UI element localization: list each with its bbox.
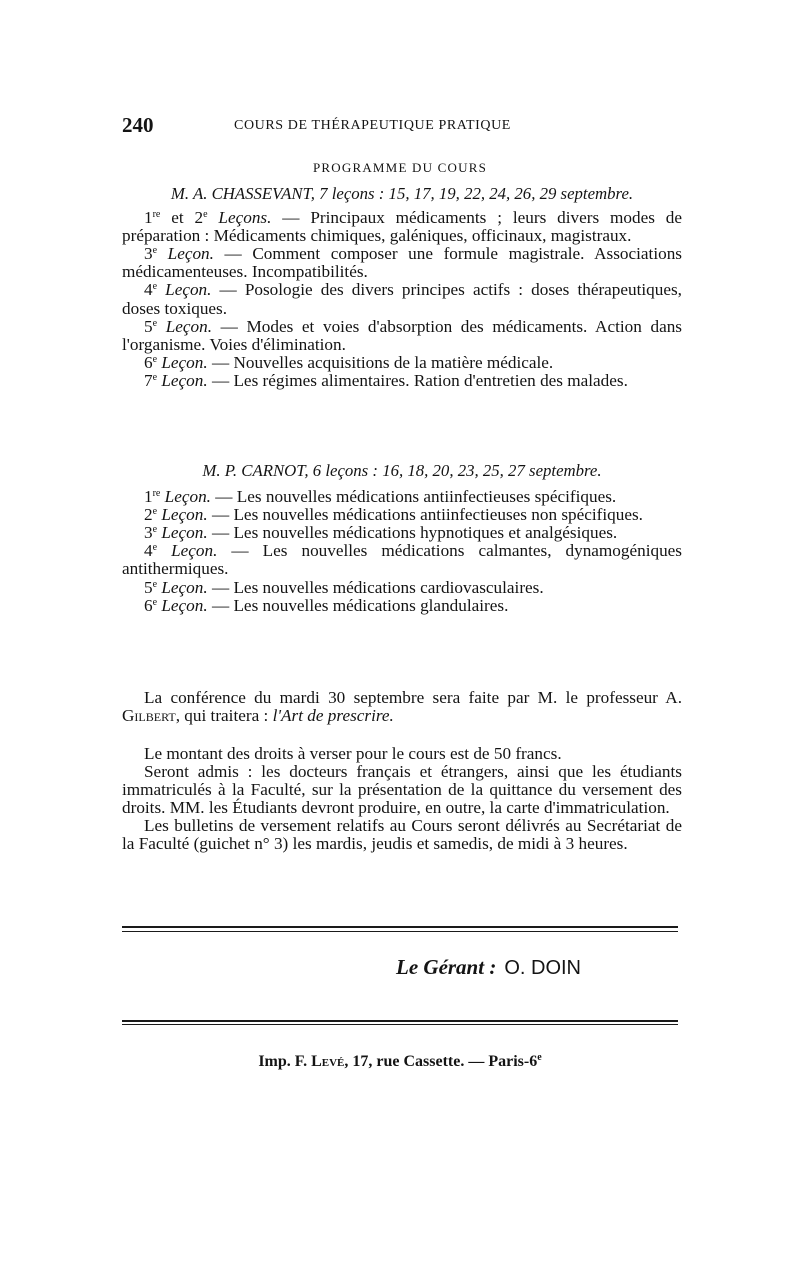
running-header (122, 113, 682, 143)
lesson-item: 3e Leçon. — Les nouvelles médications hypnotiques et analgésiques. (144, 523, 618, 543)
bulletins-paragraph: Les bulletins de versement relatifs au Cours seront délivrés au Secrétariat de la Faculté (guichet n° 3) les mardis, jeudis et samedis, de midi à 3 heures. (122, 816, 682, 854)
printer-imprint: Imp. F. Levé, 17, rue Cassette. — Paris-6e (258, 1052, 542, 1070)
conference-note (122, 689, 682, 725)
gerant-signature (396, 955, 581, 980)
instructor-name: M. P. CARNOT, (202, 461, 309, 480)
lesson-item: 1re et 2e Leçons. — Principaux médicaments ; leurs divers modes de préparation : Médicaments chimiques, galéniques, officinaux, magistraux. (122, 208, 682, 246)
lesson-item: 4e Leçon. — Les nouvelles médications calmantes, dynamogéniques antithermiques. (122, 541, 682, 579)
lesson-item: 3e Leçon. — Comment composer une formule magistrale. Associations médicamenteuses. Incompatibilités. (122, 244, 682, 282)
professor-name: Gilbert (122, 706, 176, 726)
section-chassevant (122, 185, 682, 390)
divider-rule (122, 1024, 678, 1025)
fees-paragraph: Le montant des droits à verser pour le cours est de 50 francs. (144, 744, 562, 763)
section-heading (122, 462, 682, 480)
lesson-item: 2e Leçon. — Les nouvelles médications antiinfectieuses non spécifiques. (144, 505, 643, 525)
conference-topic: l'Art de prescrire. (272, 706, 394, 726)
lesson-schedule: : 16, 18, 20, 23, 25, 27 septembre. (368, 461, 602, 480)
lesson-item: 7e Leçon. — Les régimes alimentaires. Ration d'entretien des malades. (144, 370, 628, 390)
instructor-name: M. A. CHASSEVANT, (170, 184, 315, 203)
divider-rule (122, 931, 678, 932)
program-title: PROGRAMME DU COURS (312, 160, 488, 175)
fees-section (122, 745, 682, 854)
divider-rule (122, 1020, 678, 1022)
conference-paragraph: La conférence du mardi 30 septembre sera faite par M. le professeur A. Gilbert, qui traitera : l'Art de prescrire. (122, 688, 682, 726)
admission-paragraph: Seront admis : les docteurs français et étrangers, ainsi que les étudiants immatriculés à la Faculté, sur la présentation de la quittance du versement des droits. MM. les Étudiants devront produire, en outre, la carte d'immatriculation. (122, 762, 682, 818)
section-carnot (122, 462, 682, 615)
running-title: COURS DE THÉRAPEUTIQUE PRATIQUE (234, 118, 511, 133)
printer-name: Levé (311, 1053, 345, 1070)
lesson-item: 5e Leçon. — Modes et voies d'absorption des médicaments. Action dans l'organisme. Voies d'élimination. (122, 316, 682, 354)
gerant-label: Le Gérant : (396, 955, 497, 979)
lesson-item: 5e Leçon. — Les nouvelles médications cardiovasculaires. (144, 577, 544, 597)
lesson-schedule: 7 leçons : 15, 17, 19, 22, 24, 26, 29 septembre. (314, 184, 634, 203)
page-number: 240 (122, 113, 154, 137)
lesson-item: 1re Leçon. — Les nouvelles médications antiinfectieuses spécifiques. (144, 487, 617, 507)
lesson-item: 4e Leçon. — Posologie des divers principes actifs : doses thérapeutiques, doses toxiques. (122, 280, 682, 318)
section-heading (122, 185, 682, 203)
lesson-item: 6e Leçon. — Les nouvelles médications glandulaires. (144, 595, 509, 615)
divider-rule (122, 926, 678, 928)
lesson-item: 6e Leçon. — Nouvelles acquisitions de la matière médicale. (144, 352, 554, 372)
lesson-count: 6 leçons (308, 461, 369, 480)
gerant-name: O. DOIN (504, 957, 581, 979)
